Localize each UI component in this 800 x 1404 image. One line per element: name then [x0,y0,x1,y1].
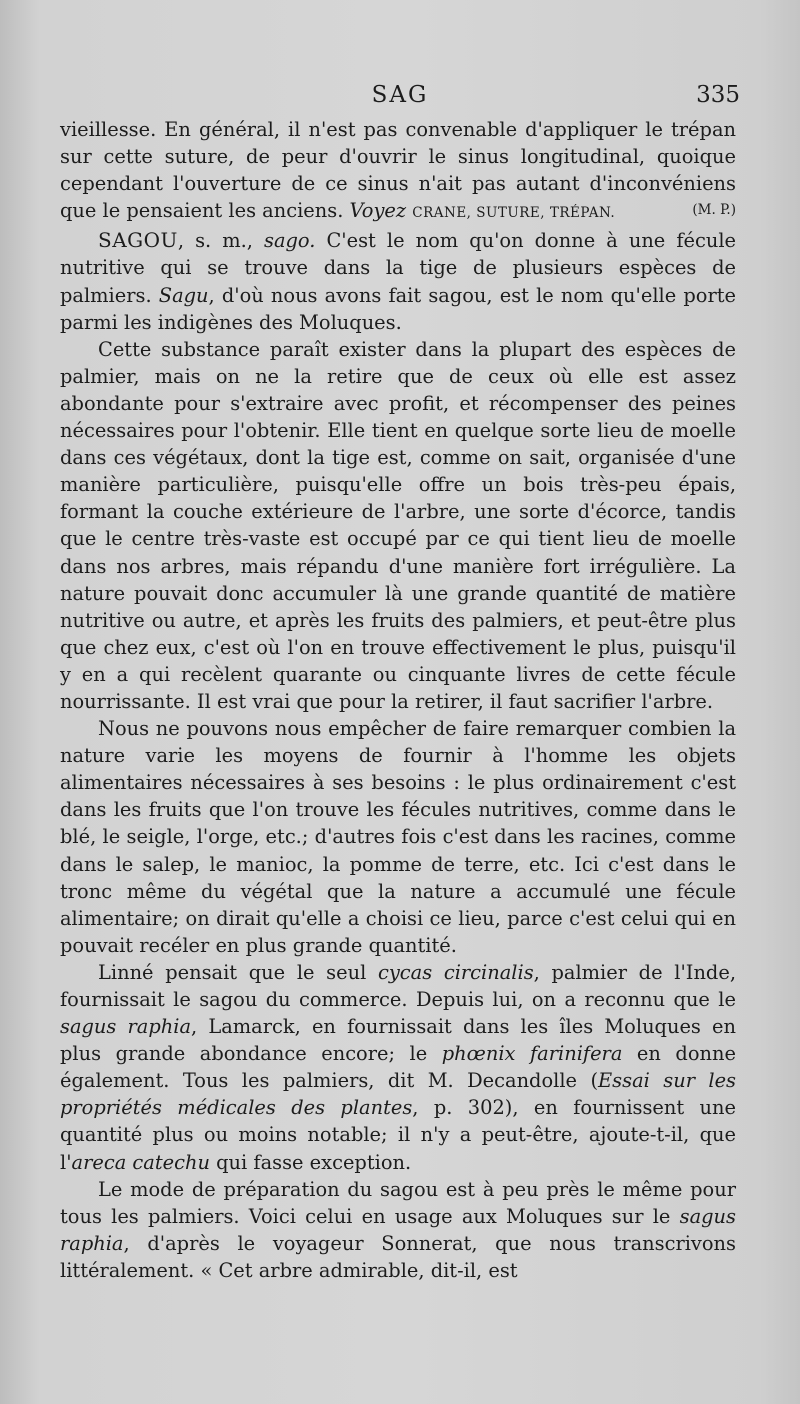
paragraph-preparation [60,1176,736,1284]
taxon-sagus: sagus raphia [60,1015,192,1039]
article-trepan-text: vieillesse. En général, il n'est pas convenable d'appliquer le trépan sur cette suture, de peur d'ouvrir le sinus longitudinal, quoique cependant l'ouverture de ce sinus n'ait pas autant d'inconvéniens que le pensaient les anciens. [60,118,736,223]
voyez-reference: Voyez [349,199,407,223]
paragraph-linne [60,959,736,1176]
taxon-cycas: cycas circinalis [377,960,534,984]
article-sagou-definition [60,227,736,335]
linne-text-b: , palmier de l'Inde, fournissait le sagou du commerce. Depuis lui, on a reconnu que le [60,960,736,1011]
author-signature: (M. P.) [692,202,736,219]
paragraph-nature: Nous ne pouvons nous empêcher de faire remarquer combien la nature varie les moyens de fournir à l'homme les objets alimentaires nécessaires à ses besoins : le plus ordinairement c'est dans les fruits que l'on trouve les fécules nutritives, comme dans le blé, le seigle, l'orge, etc.; d'autres fois c'est dans les racines, comme dans le salep, le manioc, la pomme de terre, etc. Ici c'est dans le tronc même du végétal que la nature a accumulé une fécule alimentaire; on dirait qu'elle a choisi ce lieu, parce c'est celui qui en pouvait recéler en plus grande quantité. [60,717,736,957]
preparation-text-a: Le mode de préparation du sagou est à peu près le même pour tous les palmiers. Voici celui en usage aux Moluques sur le [60,1177,736,1228]
taxon-sagus-2: sagus raphia [60,1204,736,1255]
definition-text-b: , d'où nous avons fait sagou, est le nom qu'elle porte parmi les indigènes des Moluques. [60,283,736,334]
page-header [60,82,740,116]
grammar-note: , s. m., [177,229,264,253]
linne-text-a: Linné pensait que le seul [98,960,378,984]
body-text [60,116,736,1284]
term-sagu: Sagu [158,283,209,307]
article-trepan-end [60,116,736,227]
definition-text-a: C'est le nom qu'on donne à une fécule nutritive qui se trouve dans la tige de plusieurs espèces de palmiers. [60,229,737,307]
linne-text-c: , Lamarck, en fournissait dans les îles Moluques en plus grande abondance encore; le [60,1015,737,1066]
linne-text-d: en donne également. Tous les palmiers, dit M. Decandolle ( [60,1042,736,1093]
paragraph-substance: Cette substance paraît exister dans la plupart des espèces de palmier, mais on ne la retire que de ceux où elle est assez abondante pour s'extraire avec profit, et récompenser des peines nécessaires pour l'obtenir. Elle tient en quelque sorte lieu de moelle dans ces végétaux, dont la tige est, comme on sait, organisée d'une manière particulière, puisqu'elle offre un bois très-peu épais, formant la couche extérieure de l'arbre, une sorte d'écorce, tandis que le centre très-vaste est occupé par ce qui tient lieu de moelle dans nos arbres, mais répandu d'une manière fort irrégulière. La nature pouvait donc accumuler là une grande quantité de matière nutritive ou autre, et après les fruits des palmiers, et peut-être plus que chez eux, c'est où l'on en trouve effectivement le plus, puisqu'il y en a qui recèlent quarante ou cinquante livres de cette fécule nourrissante. Il est vrai que pour la retirer, il faut sacrifier l'arbre. [60,337,736,713]
etymon: sago. [264,229,316,253]
see-also-terms: CRANE, SUTURE, TRÉPAN. [412,205,616,222]
page-number: 335 [696,82,740,108]
taxon-phoenix: phœnix farinifera [441,1042,623,1066]
running-head: SAG [371,82,429,108]
linne-text-f: qui fasse exception. [209,1150,412,1174]
headword-sagou: SAGOU [98,228,178,253]
preparation-text-b: , d'après le voyageur Sonnerat, que nous transcrivons littéralement. « Cet arbre admirable, dit-il, est [60,1231,736,1282]
citation-essai: Essai sur les propriétés médicales des plantes [60,1069,736,1120]
taxon-areca: areca catechu [71,1150,210,1174]
linne-text-e: , p. 302), en fournissent une quantité plus ou moins notable; il n'y a peut-être, ajoute-t-il, que l' [60,1096,737,1174]
